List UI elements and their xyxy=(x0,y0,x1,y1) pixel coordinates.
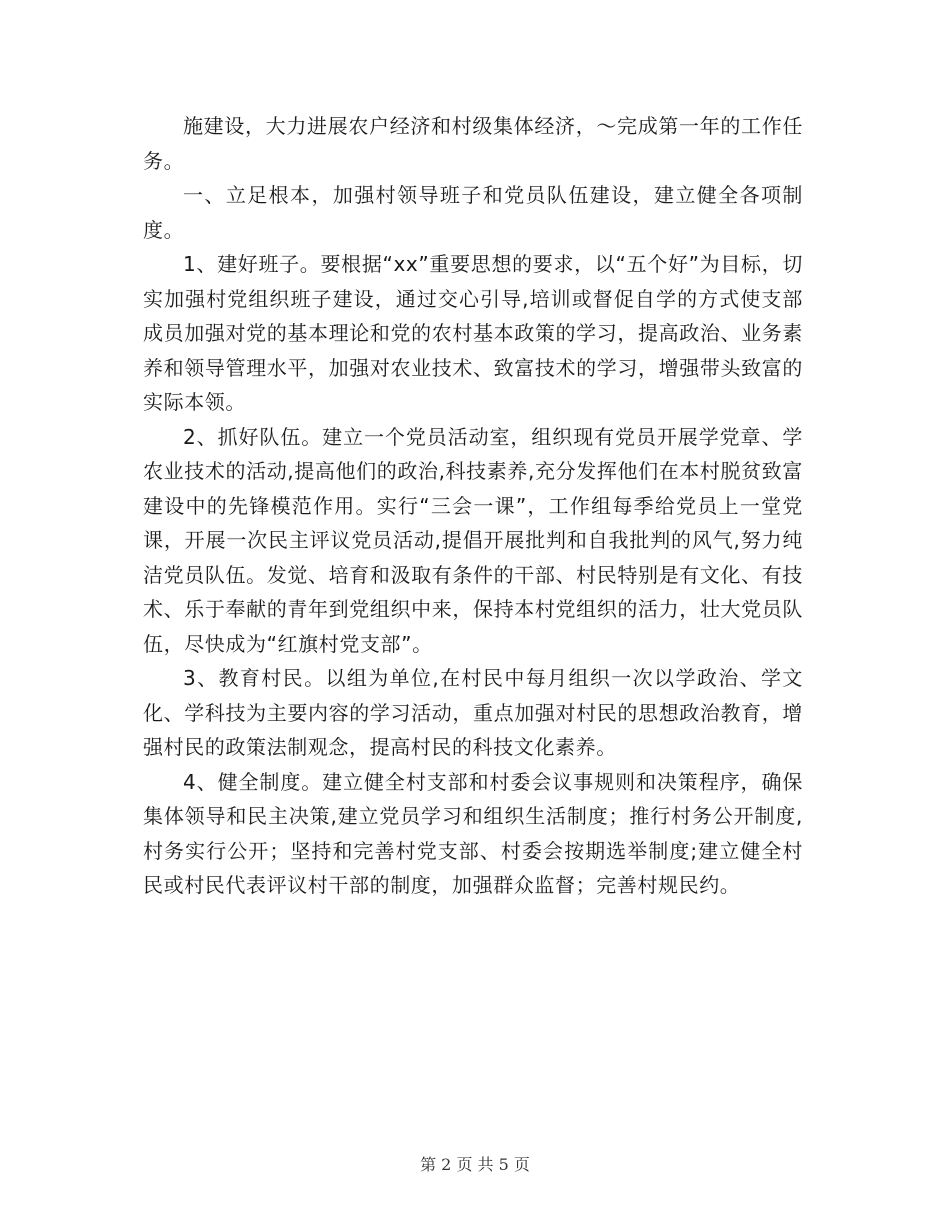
paragraph-item-3: 3、教育村民。以组为单位,在村民中每月组织一次以学政治、学文化、学科技为主要内容的学习活动，重点加强对村民的思想政治教育，增强村民的政策法制观念，提高村民的科技文化素养。 xyxy=(143,666,803,759)
paragraph-item-2: 2、抓好队伍。建立一个党员活动室，组织现有党员开展学党章、学农业技术的活动,提高他们的政治,科技素养,充分发挥他们在本村脱贫致富建设中的先锋模范作用。实行“三会一课”，工作组每季给党员上一堂党课，开展一次民主评议党员活动,提倡开展批判和自我批判的风气,努力纯洁党员队伍。发觉、培育和汲取有条件的干部、村民特别是有文化、有技术、乐于奉献的青年到党组织中来，保持本村党组织的活力，壮大党员队伍，尽快成为“红旗村党支部”。 xyxy=(143,424,804,656)
document-body xyxy=(143,109,803,903)
paragraph-item-4: 4、健全制度。建立健全村支部和村委会议事规则和决策程序，确保集体领导和民主决策,建立党员学习和组织生活制度；推行村务公开制度,村务实行公开；坚持和完善村党支部、村委会按期选举制度;建立健全村民或村民代表评议村干部的制度，加强群众监督；完善村规民约。 xyxy=(143,769,803,897)
section-heading-1: 一、立足根本，加强村领导班子和党员队伍建设，建立健全各项制度。 xyxy=(143,183,803,242)
page-number-footer: 第 2 页 共 5 页 xyxy=(420,1155,530,1174)
paragraph-continuation: 施建设，大力进展农户经济和村级集体经济，～完成第一年的工作任务。 xyxy=(143,114,803,173)
paragraph-item-1: 1、建好班子。要根据“xx”重要思想的要求，以“五个好”为目标，切实加强村党组织班子建设，通过交心引导,培训或督促自学的方式使支部成员加强对党的基本理论和党的农村基本政策的学习，提高政治、业务素养和领导管理水平，加强对农业技术、致富技术的学习，增强带头致富的实际本领。 xyxy=(143,252,803,414)
